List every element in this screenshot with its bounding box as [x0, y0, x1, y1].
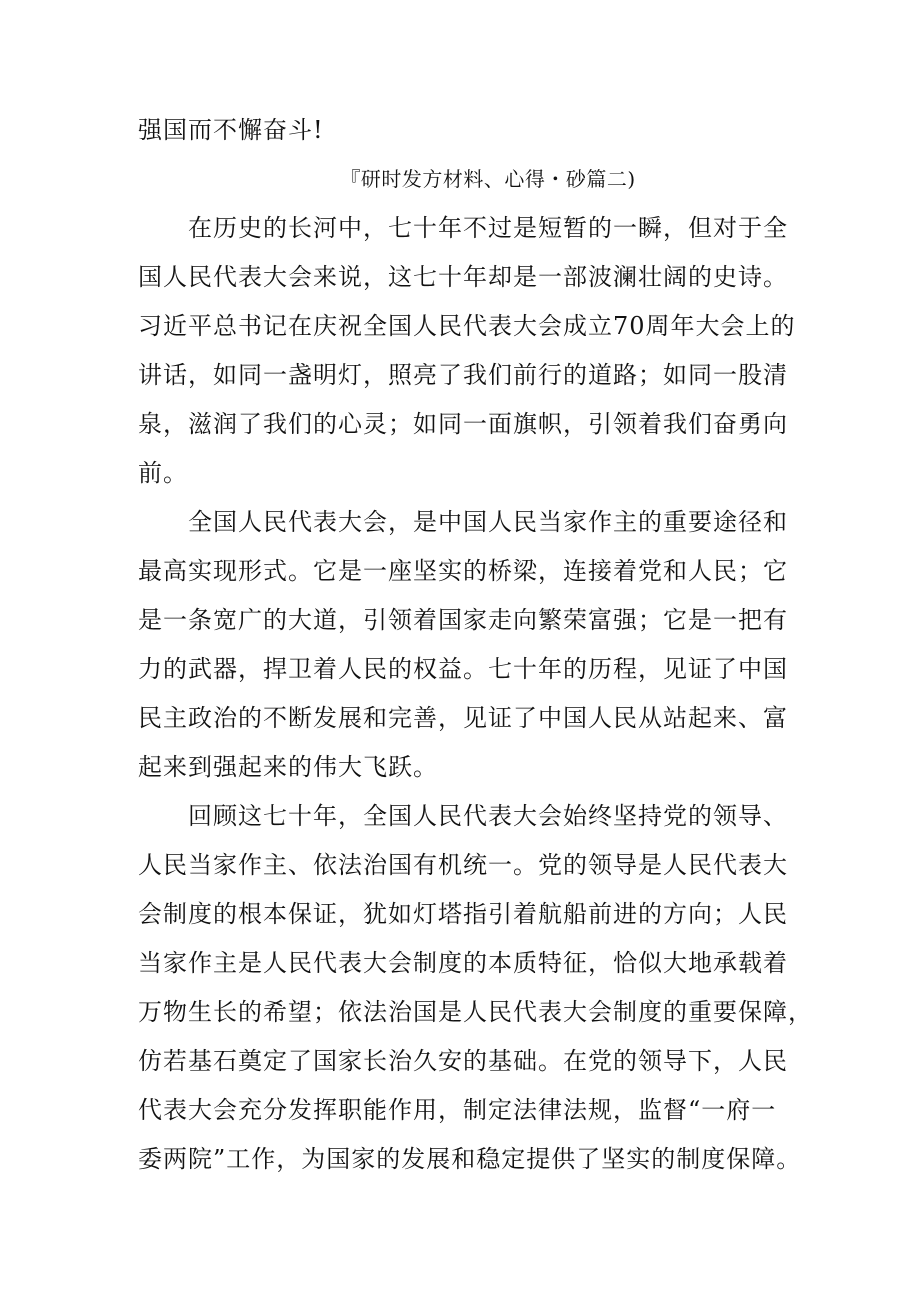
document-page: [138, 106, 813, 1184]
paragraph-line: 讲话，如同一盏明灯，照亮了我们前行的道路；如同一股清: [138, 361, 788, 389]
paragraph-line: 万物生长的希望；依法治国是人民代表大会制度的重要保障，: [138, 998, 813, 1026]
paragraph-line: 仿若基石奠定了国家长治久安的基础。在党的领导下，人民: [138, 1047, 788, 1075]
paragraph-1: [138, 204, 798, 498]
paragraph-line: 人民当家作主、依法治国有机统一。党的领导是人民代表大: [138, 851, 788, 879]
paragraph-line: 国人民代表大会来说，这七十年却是一部波澜壮阔的史诗。: [138, 263, 788, 291]
paragraph-line: 力的武器，捍卫着人民的权益。七十年的历程，见证了中国: [138, 655, 788, 683]
paragraph-line: 全国人民代表大会，是中国人民当家作主的重要途径和: [188, 508, 788, 536]
paragraph-line: 回顾这七十年，全国人民代表大会始终坚持党的领导、: [188, 802, 788, 830]
paragraph-line: 泉，滋润了我们的心灵；如同一面旗帜，引领着我们奋勇向: [138, 410, 788, 438]
paragraph-3: [138, 792, 813, 1184]
lead-line: 强国而不懈奋斗!: [138, 116, 324, 144]
paragraph-line: 前。: [138, 459, 188, 487]
paragraph-line: 当家作主是人民代表大会制度的本质特征，恰似大地承载着: [138, 949, 788, 977]
paragraph-2: [138, 498, 798, 792]
section-heading: 『研时发方材料、心得・砂篇二): [340, 167, 636, 191]
paragraph-line: 是一条宽广的大道，引领着国家走向繁荣富强；它是一把有: [138, 606, 788, 634]
paragraph-line: 会制度的根本保证，犹如灯塔指引着航船前进的方向；人民: [138, 900, 788, 928]
paragraph-line: 起来到强起来的伟大飞跃。: [138, 753, 438, 781]
paragraph-line: 在历史的长河中，七十年不过是短暂的一瞬，但对于全: [188, 214, 788, 242]
paragraph-line: 民主政治的不断发展和完善，见证了中国人民从站起来、富: [138, 704, 788, 732]
paragraph-line: 代表大会充分发挥职能作用，制定法律法规，监督“一府一: [138, 1096, 777, 1124]
paragraph-line: 习近平总书记在庆祝全国人民代表大会成立70周年大会上的: [138, 312, 796, 340]
paragraph-line: 委两院”工作，为国家的发展和稳定提供了坚实的制度保障。: [138, 1145, 802, 1173]
paragraph-line: 最高实现形式。它是一座坚实的桥梁，连接着党和人民；它: [138, 557, 788, 585]
